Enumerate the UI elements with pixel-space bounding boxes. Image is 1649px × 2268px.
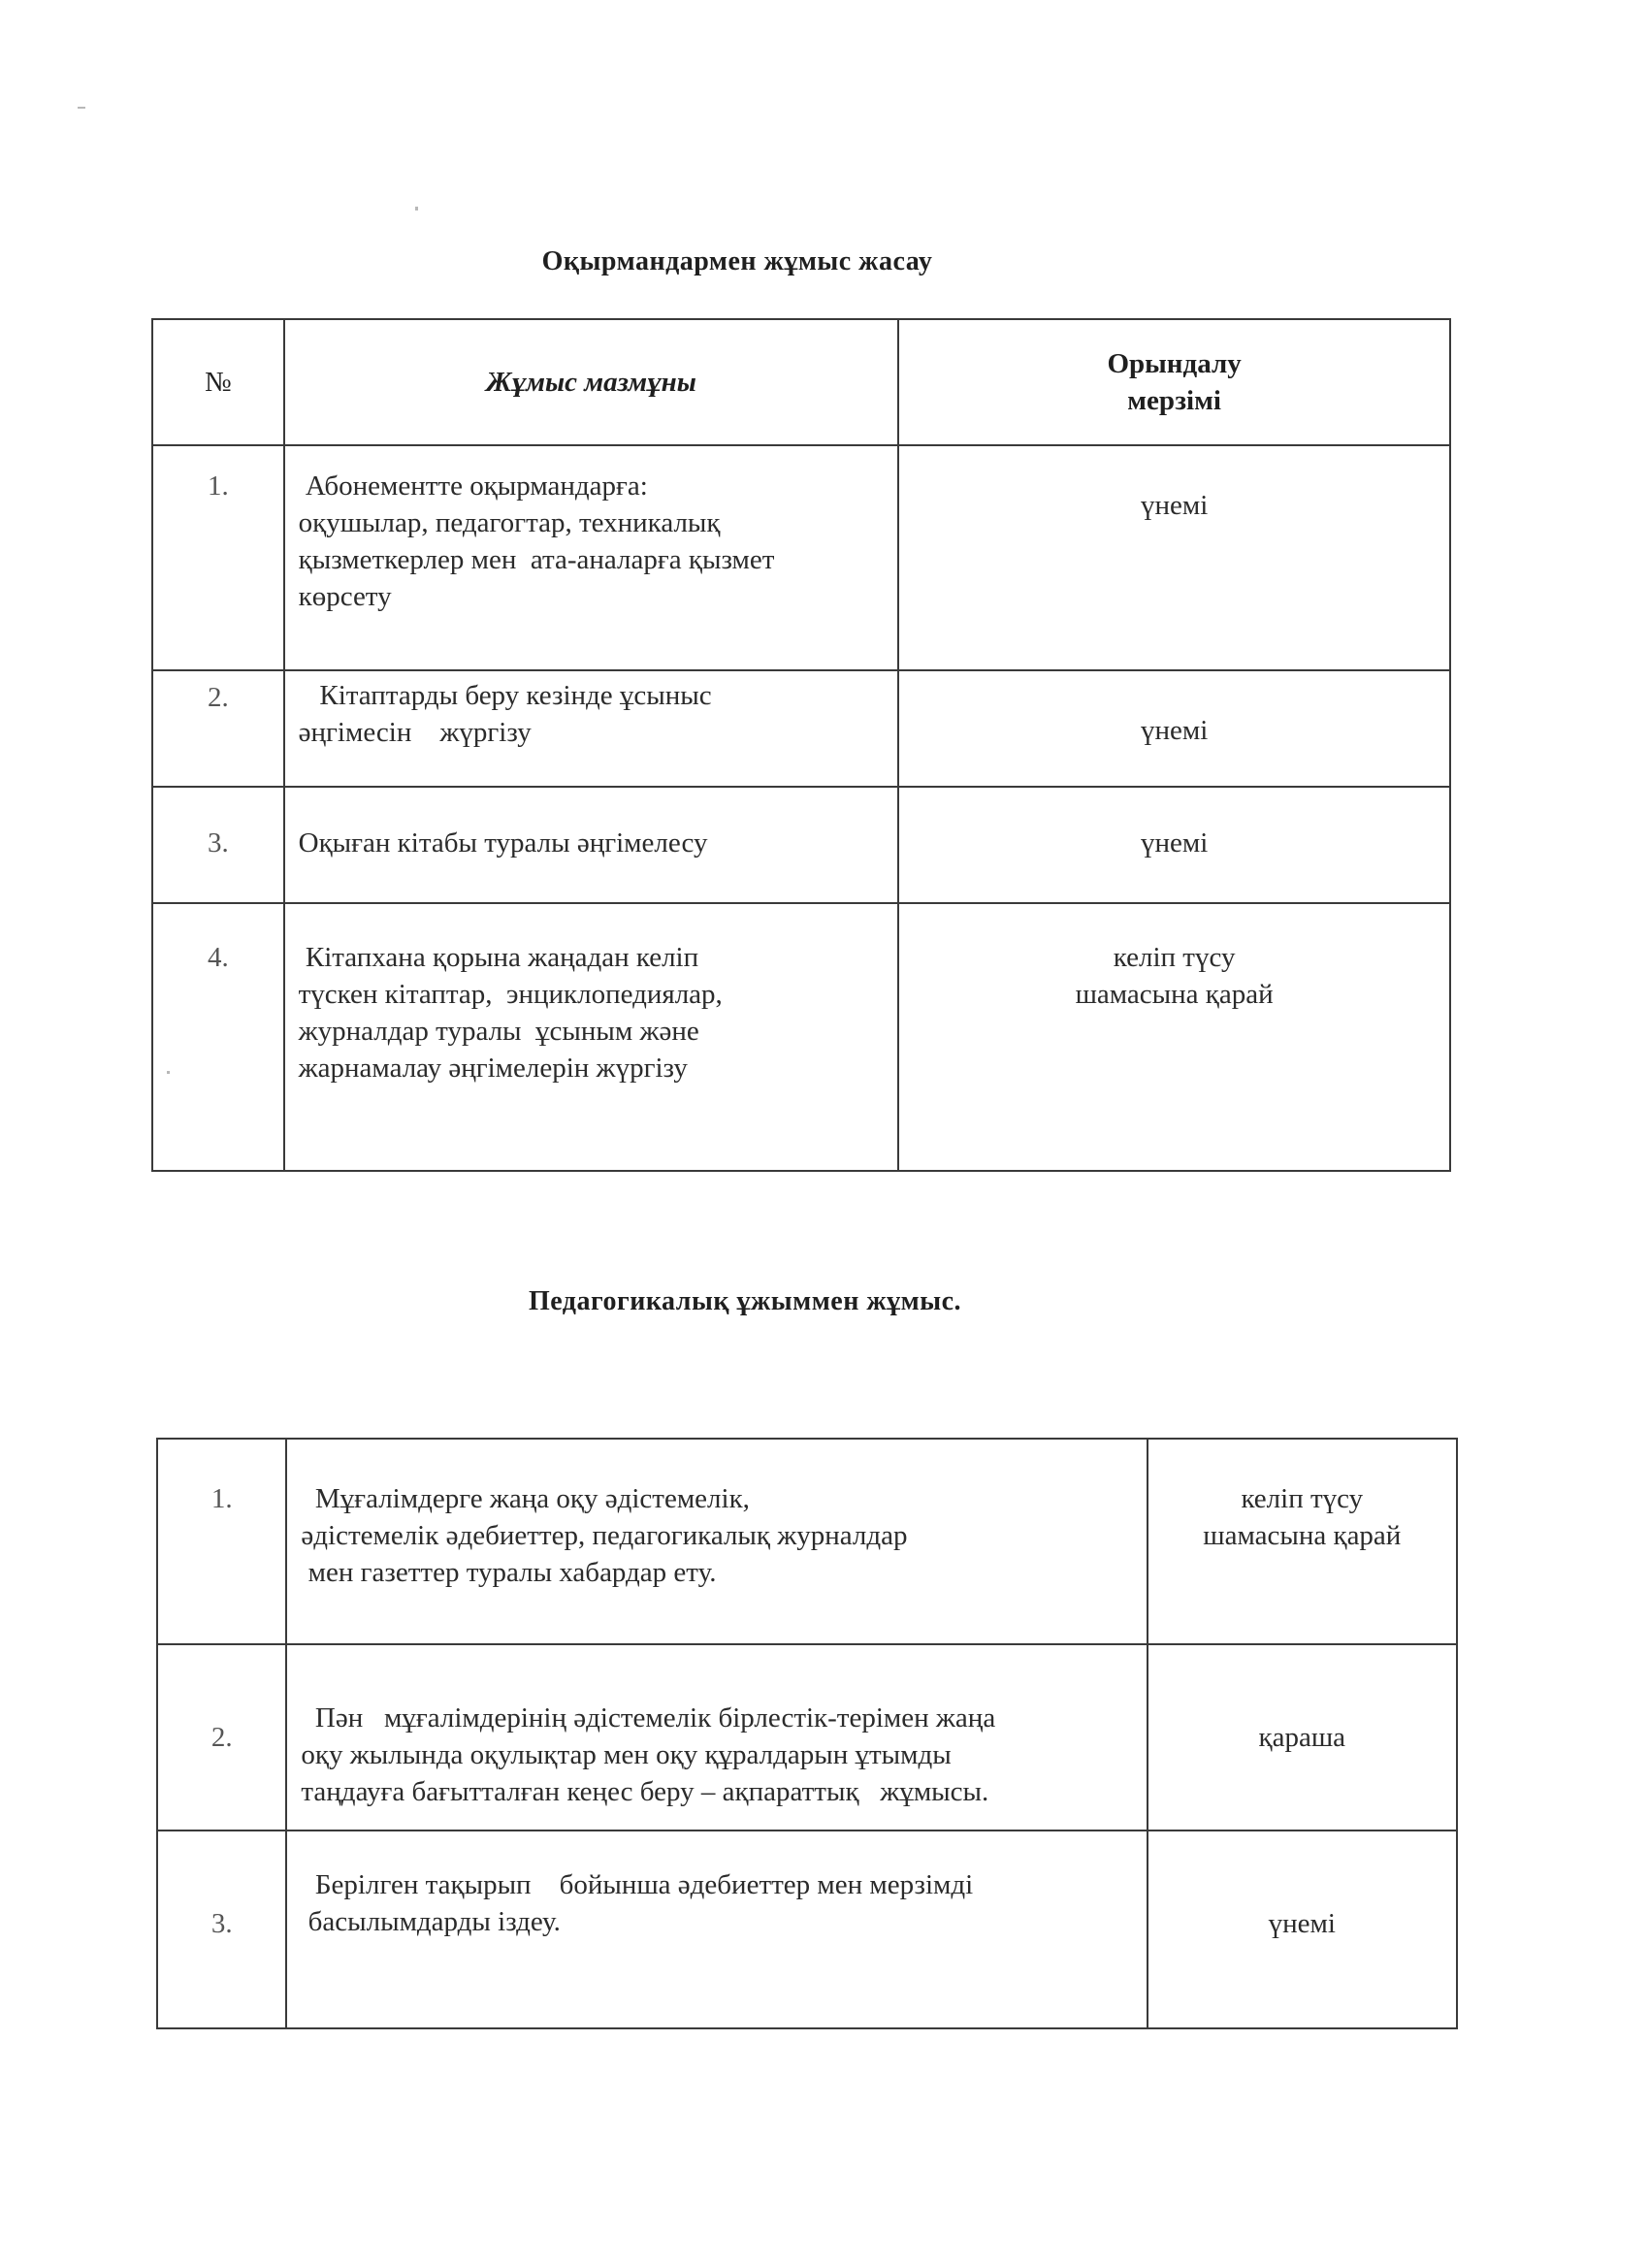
row-number: 3.	[152, 787, 284, 903]
row-term-line: үнемі	[1268, 1908, 1336, 1939]
row-content-line: басылымдарды іздеу.	[301, 1906, 561, 1937]
table-row	[157, 1831, 1457, 2028]
header-number: №	[152, 319, 284, 445]
table-row	[157, 1439, 1457, 1644]
row-content-line: көрсету	[298, 581, 392, 612]
row-content-line: Берілген тақырып бойынша әдебиеттер мен мерзімді	[301, 1869, 974, 1900]
row-content	[286, 1831, 1147, 2028]
row-content-line: түскен кітаптар, энциклопедиялар,	[298, 979, 723, 1010]
row-term-line: шамасына қарай	[1075, 979, 1274, 1010]
readers-work-table	[151, 318, 1451, 1172]
row-content	[286, 1439, 1147, 1644]
row-term-line: келіп түсу	[1241, 1483, 1364, 1514]
row-term	[898, 787, 1450, 903]
row-content	[284, 903, 899, 1171]
row-term-line: үнемі	[1140, 715, 1209, 746]
row-content-line: қызметкерлер мен ата-аналарға қызмет	[298, 544, 775, 575]
row-term	[1148, 1439, 1457, 1644]
table-row	[157, 1644, 1457, 1831]
row-content	[286, 1644, 1147, 1831]
row-content	[284, 445, 899, 670]
row-content-line: журналдар туралы ұсыным және	[298, 1016, 699, 1047]
row-term	[898, 445, 1450, 670]
row-content-line: Мұғалімдерге жаңа оқу әдістемелік,	[301, 1483, 750, 1514]
row-term-line: келіп түсу	[1113, 942, 1236, 973]
table-row	[152, 670, 1450, 787]
header-term	[898, 319, 1450, 445]
row-content-line: Кітапхана қорына жаңадан келіп	[298, 942, 699, 973]
row-content-line: әңгімесін жүргізу	[298, 717, 532, 748]
row-term-line: шамасына қарай	[1203, 1520, 1402, 1551]
table-row	[152, 903, 1450, 1171]
row-term-line: үнемі	[1140, 827, 1209, 859]
row-term-line: үнемі	[1140, 490, 1209, 521]
row-content-line: Абонементте оқырмандарға:	[298, 470, 648, 502]
row-term	[1148, 1831, 1457, 2028]
row-term	[1148, 1644, 1457, 1831]
row-content-line: Кітаптарды беру кезінде ұсыныс	[298, 680, 712, 711]
row-content-line: Оқыған кітабы туралы әңгімелесу	[298, 827, 708, 859]
row-content-line: әдістемелік әдебиеттер, педагогикалық журналдар	[301, 1520, 908, 1551]
row-number: 2.	[157, 1644, 286, 1831]
table-row	[152, 787, 1450, 903]
pedagogical-work-table	[156, 1438, 1458, 2029]
row-number: 3.	[157, 1831, 286, 2028]
scan-speck	[167, 1071, 170, 1074]
row-term-line: қараша	[1258, 1722, 1346, 1753]
row-content	[284, 670, 899, 787]
row-number: 4.	[152, 903, 284, 1171]
row-content-line: оқу жылында оқулықтар мен оқу құралдарын ұтымды	[301, 1739, 952, 1770]
row-content-line: мен газеттер туралы хабардар ету.	[301, 1557, 717, 1588]
row-content-line: оқушылар, педагогтар, техникалық	[298, 507, 721, 538]
header-work-content: Жұмыс мазмұны	[284, 319, 899, 445]
row-content-line: жарнамалау әңгімелерін жүргізу	[298, 1053, 688, 1084]
row-number: 1.	[157, 1439, 286, 1644]
row-number: 1.	[152, 445, 284, 670]
row-term	[898, 903, 1450, 1171]
row-content	[284, 787, 899, 903]
table-row	[152, 445, 1450, 670]
row-number: 2.	[152, 670, 284, 787]
section-title-pedagogical: Педагогикалық ұжыммен жұмыс.	[528, 1286, 962, 1316]
table-header-row	[152, 319, 1450, 445]
row-content-line: Пән мұғалімдерінің әдістемелік бірлестік-терімен жаңа	[301, 1702, 996, 1733]
header-term-line2: мерзімі	[1127, 385, 1221, 416]
scan-speck	[415, 207, 418, 211]
section-title-readers: Оқырмандармен жұмыс жасау	[541, 246, 933, 276]
scan-speck	[78, 107, 85, 109]
row-content-line: таңдауға бағытталған кеңес беру – ақпараттық жұмысы.	[301, 1776, 989, 1807]
header-term-line1: Орындалу	[1107, 348, 1242, 379]
row-term	[898, 670, 1450, 787]
